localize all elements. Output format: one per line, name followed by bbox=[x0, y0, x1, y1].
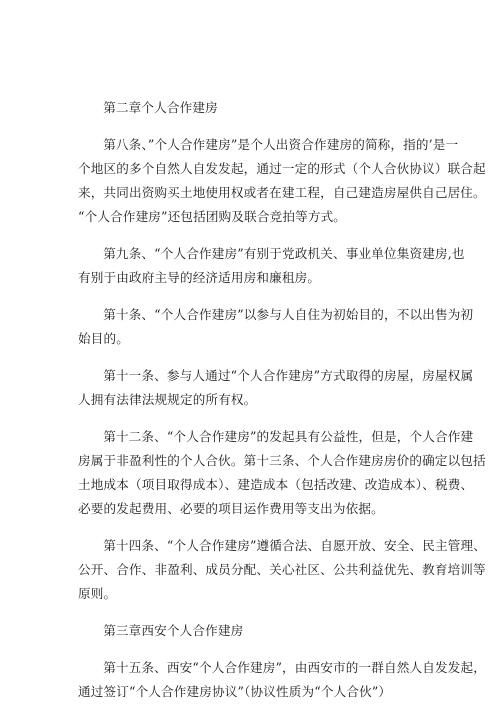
paragraph-article-10 bbox=[78, 303, 474, 351]
paragraph-article-8 bbox=[78, 133, 486, 229]
text-line: 第三章西安个人合作建房 bbox=[103, 623, 244, 638]
text-line: 来，共同出资购买土地使用权或者在建工程，自己建造房屋供自己居住。 bbox=[78, 185, 486, 200]
text-line: 公开、合作、非盈利、成员分配、关心社区、公共利益优先、教育培训等 bbox=[78, 562, 486, 577]
text-line: 第八条、”个人合作建房”是个人出资合作建房的简称，指的’是一 bbox=[103, 137, 459, 152]
paragraph-article-9 bbox=[78, 242, 465, 290]
text-line: 第十一条、参与人通过“个人合作建房”方式取得的房屋，房屋权属 bbox=[103, 368, 474, 383]
paragraph-article-14 bbox=[78, 534, 486, 606]
paragraph-article-12-13 bbox=[78, 425, 486, 521]
text-line: 第九条、“个人合作建房”有别于党政机关、事业单位集资建房,也 bbox=[103, 246, 465, 261]
text-line: 第十条、“个人合作建房”以参与人自住为初始目的，不以出售为初 bbox=[103, 307, 474, 322]
document-body bbox=[78, 96, 486, 717]
text-line: 第十四条、“个人合作建房”遵循合法、自愿开放、安全、民主管理、 bbox=[103, 538, 486, 553]
text-line: 第十五条、西安“个人合作建房”，由西安市的一群自然人自发发起， bbox=[103, 660, 486, 675]
chapter-heading bbox=[78, 96, 438, 120]
text-line: 第十二条、“个人合作建房”的发起具有公益性，但是，个人合作建 bbox=[103, 429, 474, 444]
text-line: 通过签订“个人合作建房协议”（协议性质为“个人合伙”） bbox=[78, 684, 392, 699]
text-line: 原则。 bbox=[78, 586, 117, 601]
chapter-heading bbox=[78, 619, 438, 643]
text-line: 有别于由政府主导的经济适用房和廉租房。 bbox=[78, 270, 321, 285]
text-line: 必要的发起费用、必要的项目运作费用等支出为依据。 bbox=[78, 501, 384, 516]
text-line: 始目的。 bbox=[78, 331, 129, 346]
text-line: “个人合作建房”还包括团购及联合竞拍等方式。 bbox=[78, 209, 347, 224]
text-line: 房属于非盈利性的个人合伙。第十三条、个人合作建房房价的确定以包括 bbox=[78, 453, 486, 468]
text-line: 个地区的多个自然人自发发起，通过一定的形式（个人合伙协议）联合起 bbox=[78, 161, 486, 176]
text-line: 人拥有法律法规规定的所有权。 bbox=[78, 392, 257, 407]
text-line: 第二章个人合作建房 bbox=[103, 100, 218, 115]
paragraph-article-11 bbox=[78, 364, 474, 412]
paragraph-article-15 bbox=[78, 656, 486, 704]
text-line: 土地成本（项目取得成本）、建造成本（包括改建、改造成本）、税费、 bbox=[78, 477, 474, 492]
